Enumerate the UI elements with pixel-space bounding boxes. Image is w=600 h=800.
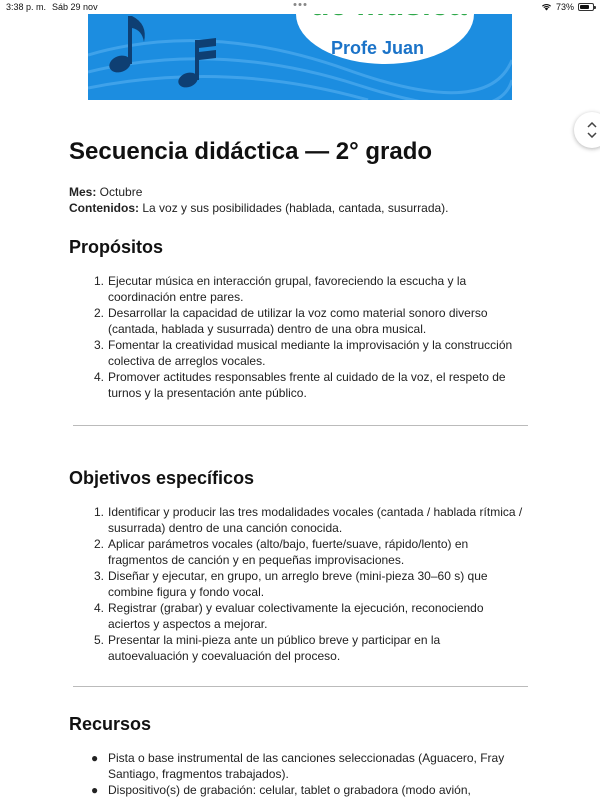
meta-contents (69, 200, 449, 216)
contenidos-value: La voz y sus posibilidades (hablada, cantada, susurrada). (139, 201, 449, 215)
mes-value: Octubre (96, 185, 143, 199)
section-divider (73, 686, 528, 687)
wifi-icon (541, 3, 552, 11)
status-bar (0, 0, 600, 14)
list-item: 4. Registrar (grabar) y evaluar colectivamente la ejecución, reconociendo aciertos y aspectos a mejorar. (93, 601, 484, 631)
multitask-dots-icon[interactable] (294, 3, 307, 6)
status-date: Sáb 29 nov (52, 2, 98, 12)
list-item: 2. Desarrollar la capacidad de utilizar la voz como material sonoro diverso (cantada, hablada y susurrada) dentro de una obra musical. (93, 306, 488, 336)
propositos-list (93, 273, 538, 401)
chevron-up-icon (587, 122, 597, 128)
list-item: 4. Promover actitudes responsables frente al cuidado de la voz, el respeto de turnos y la presentación ante público. (93, 370, 506, 400)
section-heading-objetivos: Objetivos específicos (69, 468, 255, 488)
banner-subtitle: Profe Juan (331, 38, 425, 58)
list-item: 1. Identificar y producir las tres modalidades vocales (cantada / hablada rítmica / susurrada) dentro de una canción conocida. (93, 505, 523, 535)
scroll-toggle-button[interactable] (574, 112, 600, 148)
contenidos-label: Contenidos: (69, 201, 139, 215)
list-item: ● Pista o base instrumental de las canciones seleccionadas (Aguacero, Fray Santiago, fragmentos trabajados). (91, 751, 505, 781)
battery-icon (578, 3, 594, 11)
header-banner-image (88, 0, 512, 100)
battery-percent: 73% (555, 2, 574, 12)
list-item: ● Dispositivo(s) de grabación: celular, tablet o grabadora (modo avión, (91, 783, 471, 797)
document-title: Secuencia didáctica — 2° grado (69, 138, 433, 165)
section-heading-propositos: Propósitos (69, 237, 164, 257)
status-right (541, 2, 594, 12)
chevron-down-icon (587, 132, 597, 138)
meta-month (69, 184, 142, 200)
list-item: 3. Fomentar la creatividad musical mediante la improvisación y la construcción colectiva de arreglos vocales. (93, 338, 513, 368)
section-heading-recursos: Recursos (69, 714, 152, 734)
status-left (6, 2, 98, 12)
list-item: 2. Aplicar parámetros vocales (alto/bajo, fuerte/suave, rápido/lento) en fragmentos de canción y en pequeñas improvisaciones. (93, 537, 469, 567)
list-item: 1. Ejecutar música en interacción grupal, favoreciendo la escucha y la coordinación entre pares. (93, 274, 467, 304)
section-divider (73, 425, 528, 426)
status-time: 3:38 p. m. (6, 2, 47, 12)
mes-label: Mes: (69, 185, 97, 199)
double-note-icon (176, 38, 216, 90)
objetivos-list (93, 504, 538, 664)
list-item: 5. Presentar la mini-pieza ante un público breve y participar en la autoevaluación y coevaluación del proceso. (93, 633, 441, 663)
recursos-list (91, 750, 538, 798)
list-item: 3. Diseñar y ejecutar, en grupo, un arreglo breve (mini-pieza 30–60 s) que combine figura y fondo vocal. (93, 569, 488, 599)
